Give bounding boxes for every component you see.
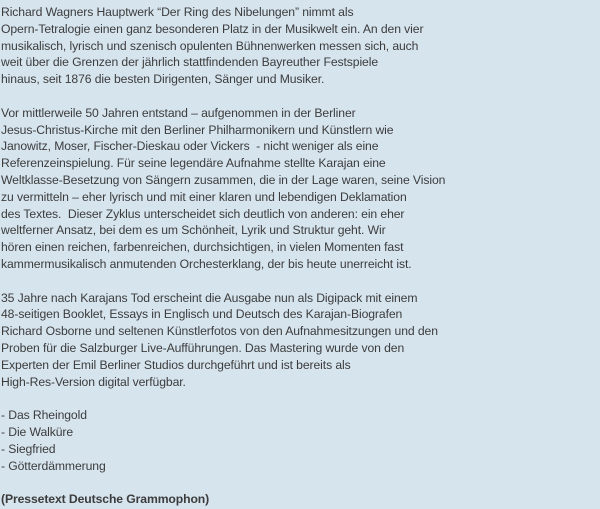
text-line: 48-seitigen Booklet, Essays in Englisch und Deutsch des Karajan-Biografen (1, 307, 403, 322)
text-line: High-Res-Version digital verfügbar. (1, 374, 186, 389)
text-line: weit über die Grenzen der jährlich stattfindenden Bayreuther Festspiele (1, 55, 379, 70)
text-line: Proben für die Salzburger Live-Aufführungen. Das Mastering wurde von den (1, 340, 405, 355)
text-line: Richard Wagners Hauptwerk “Der Ring des Nibelungen” nimmt als (1, 5, 354, 19)
text-line: des Textes. Dieser Zyklus unterscheidet sich deutlich von anderen: ein eher (1, 206, 405, 221)
paragraph-recording (1, 105, 600, 273)
text-line: Vor mittlerweile 50 Jahren entstand – aufgenommen in der Berliner (1, 105, 356, 120)
press-credit: (Pressetext Deutsche Grammophon) (1, 492, 210, 507)
text-line: musikalisch, lyrisch und szenisch opulenten Bühnenwerken messen sich, auch (1, 38, 419, 53)
text-line: Experten der Emil Berliner Studios durchgeführt und ist bereits als (1, 357, 351, 372)
text-line: 35 Jahre nach Karajans Tod erscheint die Ausgabe nun als Digipack mit einem (1, 290, 418, 305)
text-line: Janowitz, Moser, Fischer-Dieskau oder Vickers - nicht weniger als eine (1, 139, 379, 154)
text-line: Referenzeinspielung. Für seine legendäre Aufnahme stellte Karajan eine (1, 156, 386, 171)
paragraph-edition (1, 290, 600, 391)
text-line: kammermusikalisch anmutenden Orchesterklang, der bis heute unerreicht ist. (1, 256, 412, 271)
text-line: weltferner Ansatz, bei dem es um Schönheit, Lyrik und Struktur geht. Wir (1, 223, 386, 238)
works-list (1, 407, 600, 474)
text-line: hören einen reichen, farbenreichen, durchsichtigen, in vielen Momenten fast (1, 240, 404, 255)
text-line: Opern-Tetralogie einen ganz besonderen Platz in der Musikwelt ein. An den vier (1, 21, 424, 36)
list-item: - Siegfried (1, 441, 56, 456)
list-item: - Die Walküre (1, 424, 74, 439)
text-line: zu vermitteln – eher lyrisch und mit einer klaren und lebendigen Deklamation (1, 189, 407, 204)
text-line: Weltklasse-Besetzung von Sängern zusammen, die in der Lage waren, seine Vision (1, 172, 446, 187)
list-item: - Das Rheingold (1, 408, 87, 423)
text-line: Jesus-Christus-Kirche mit den Berliner Philharmonikern und Künstlern wie (1, 122, 394, 137)
list-item: - Götterdämmerung (1, 458, 106, 473)
text-line: Richard Osborne und seltenen Künstlerfotos von den Aufnahmesitzungen und den (1, 324, 438, 339)
paragraph-intro (1, 4, 600, 88)
text-line: hinaus, seit 1876 die besten Dirigenten, Sänger und Musiker. (1, 72, 325, 87)
